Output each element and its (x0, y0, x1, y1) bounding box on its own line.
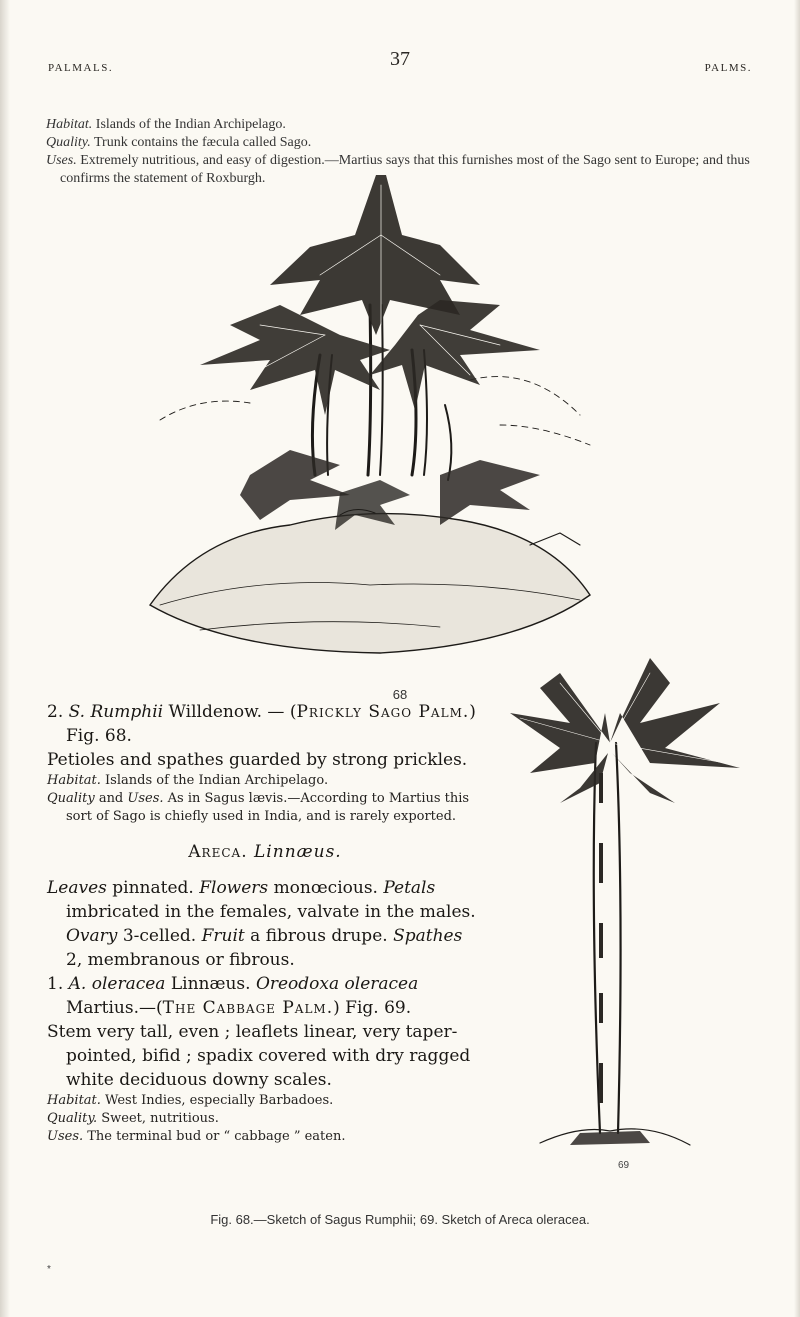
species-1-common-name: The Cabbage Palm. (162, 998, 334, 1018)
species-2-name: S. Rumphii (68, 702, 164, 722)
habitat-line (46, 116, 762, 134)
figure-68-number: 68 (392, 687, 408, 702)
uses-label: Uses. (46, 153, 77, 168)
species-1-habitat-text: West Indies, especially Barbadoes. (105, 1093, 334, 1108)
habitat-label: Habitat. (46, 117, 93, 132)
species-1-description: Stem very tall, even ; leaflets linear, very taper-pointed, bifid ; spadix covered with dry ragged white deciduous downy scales. (47, 1022, 471, 1090)
species-2-fig-ref: ) Fig. 68. (66, 702, 476, 746)
species-2-habitat-label: Habitat. (47, 773, 101, 788)
species-2-common-name: Prickly Sago Palm. (296, 702, 470, 722)
species-1-synonym-author: Martius.—( (66, 998, 163, 1018)
cabbage-palm-illustration (500, 653, 760, 1158)
species-2-habitat-text: Islands of the Indian Archipelago. (105, 773, 329, 788)
species-1-number: 1. (47, 974, 64, 994)
genus-name: Areca. (188, 842, 248, 862)
fruit-text: a fibrous drupe. (250, 926, 388, 946)
species-1-uses-text: The terminal bud or “ cabbage ” eaten. (87, 1129, 346, 1144)
species-1-fig-ref: ) Fig. 69. (333, 998, 412, 1018)
spathes-text: 2, membranous or fibrous. (66, 950, 295, 970)
species-1-notes (47, 1092, 483, 1146)
species-2-quality-label: Quality (47, 791, 95, 806)
fruit-label: Fruit (201, 926, 245, 946)
species-1-name: A. oleracea (68, 974, 166, 994)
page-number: 37 (390, 48, 410, 70)
quality-line (46, 134, 762, 152)
species-1-heading (47, 972, 483, 1020)
running-head-right: PALMS. (704, 62, 752, 74)
ovary-text: 3-celled. (122, 926, 197, 946)
species-2-notes (47, 772, 483, 826)
spathes-label: Spathes (393, 926, 463, 946)
quality-text: Trunk contains the fæcula called Sago. (93, 135, 312, 150)
uses-text: Extremely nutritious, and easy of digestion.—Martius says that this furnishes most of the Sago sent to Europe; and thus confirms the statement of Roxburgh. (60, 153, 750, 186)
flowers-label: Flowers (199, 878, 269, 898)
ovary-label: Ovary (66, 926, 118, 946)
page-shadow-left (0, 0, 10, 1317)
leaves-text: pinnated. (112, 878, 194, 898)
species-1-synonym: Oreodoxa oleracea (255, 974, 419, 994)
species-2-and: and (98, 791, 124, 806)
habitat-text: Islands of the Indian Archipelago. (95, 117, 286, 132)
sago-palm-illustration (140, 175, 600, 655)
petals-text: imbricated in the females, valvate in the males. (66, 902, 476, 922)
species-2-heading (47, 700, 483, 748)
species-1-quality-text: Sweet, nutritious. (101, 1111, 219, 1126)
species-2-author: Willdenow. — ( (168, 702, 297, 722)
genus-characters (47, 876, 483, 972)
species-2-quality-uses-text: As in Sagus lævis.—According to Martius this sort of Sago is chiefly used in India, and is rarely exported. (66, 791, 470, 824)
flowers-text: monœcious. (273, 878, 378, 898)
species-1-author: Linnæus. (170, 974, 251, 994)
figure-69-number: 69 (618, 1160, 630, 1171)
species-1-habitat-label: Habitat. (47, 1093, 101, 1108)
species-2-uses-label: Uses. (127, 791, 164, 806)
figure-caption: Fig. 68.—Sketch of Sagus Rumphii; 69. Sketch of Areca oleracea. (210, 1212, 590, 1227)
species-1-uses-label: Uses. (47, 1129, 84, 1144)
page-shadow-right (794, 0, 800, 1317)
petals-label: Petals (383, 878, 436, 898)
genus-author: Linnæus. (254, 842, 342, 862)
species-1-quality-label: Quality. (47, 1111, 98, 1126)
page-mark: * (47, 1264, 51, 1275)
species-2-number: 2. (47, 702, 64, 722)
leaves-label: Leaves (47, 878, 107, 898)
quality-label: Quality. (46, 135, 91, 150)
main-column (47, 700, 483, 1146)
running-head-left: PALMALS. (48, 62, 114, 74)
species-2-description: Petioles and spathes guarded by strong prickles. (47, 750, 468, 770)
genus-heading (47, 840, 483, 864)
